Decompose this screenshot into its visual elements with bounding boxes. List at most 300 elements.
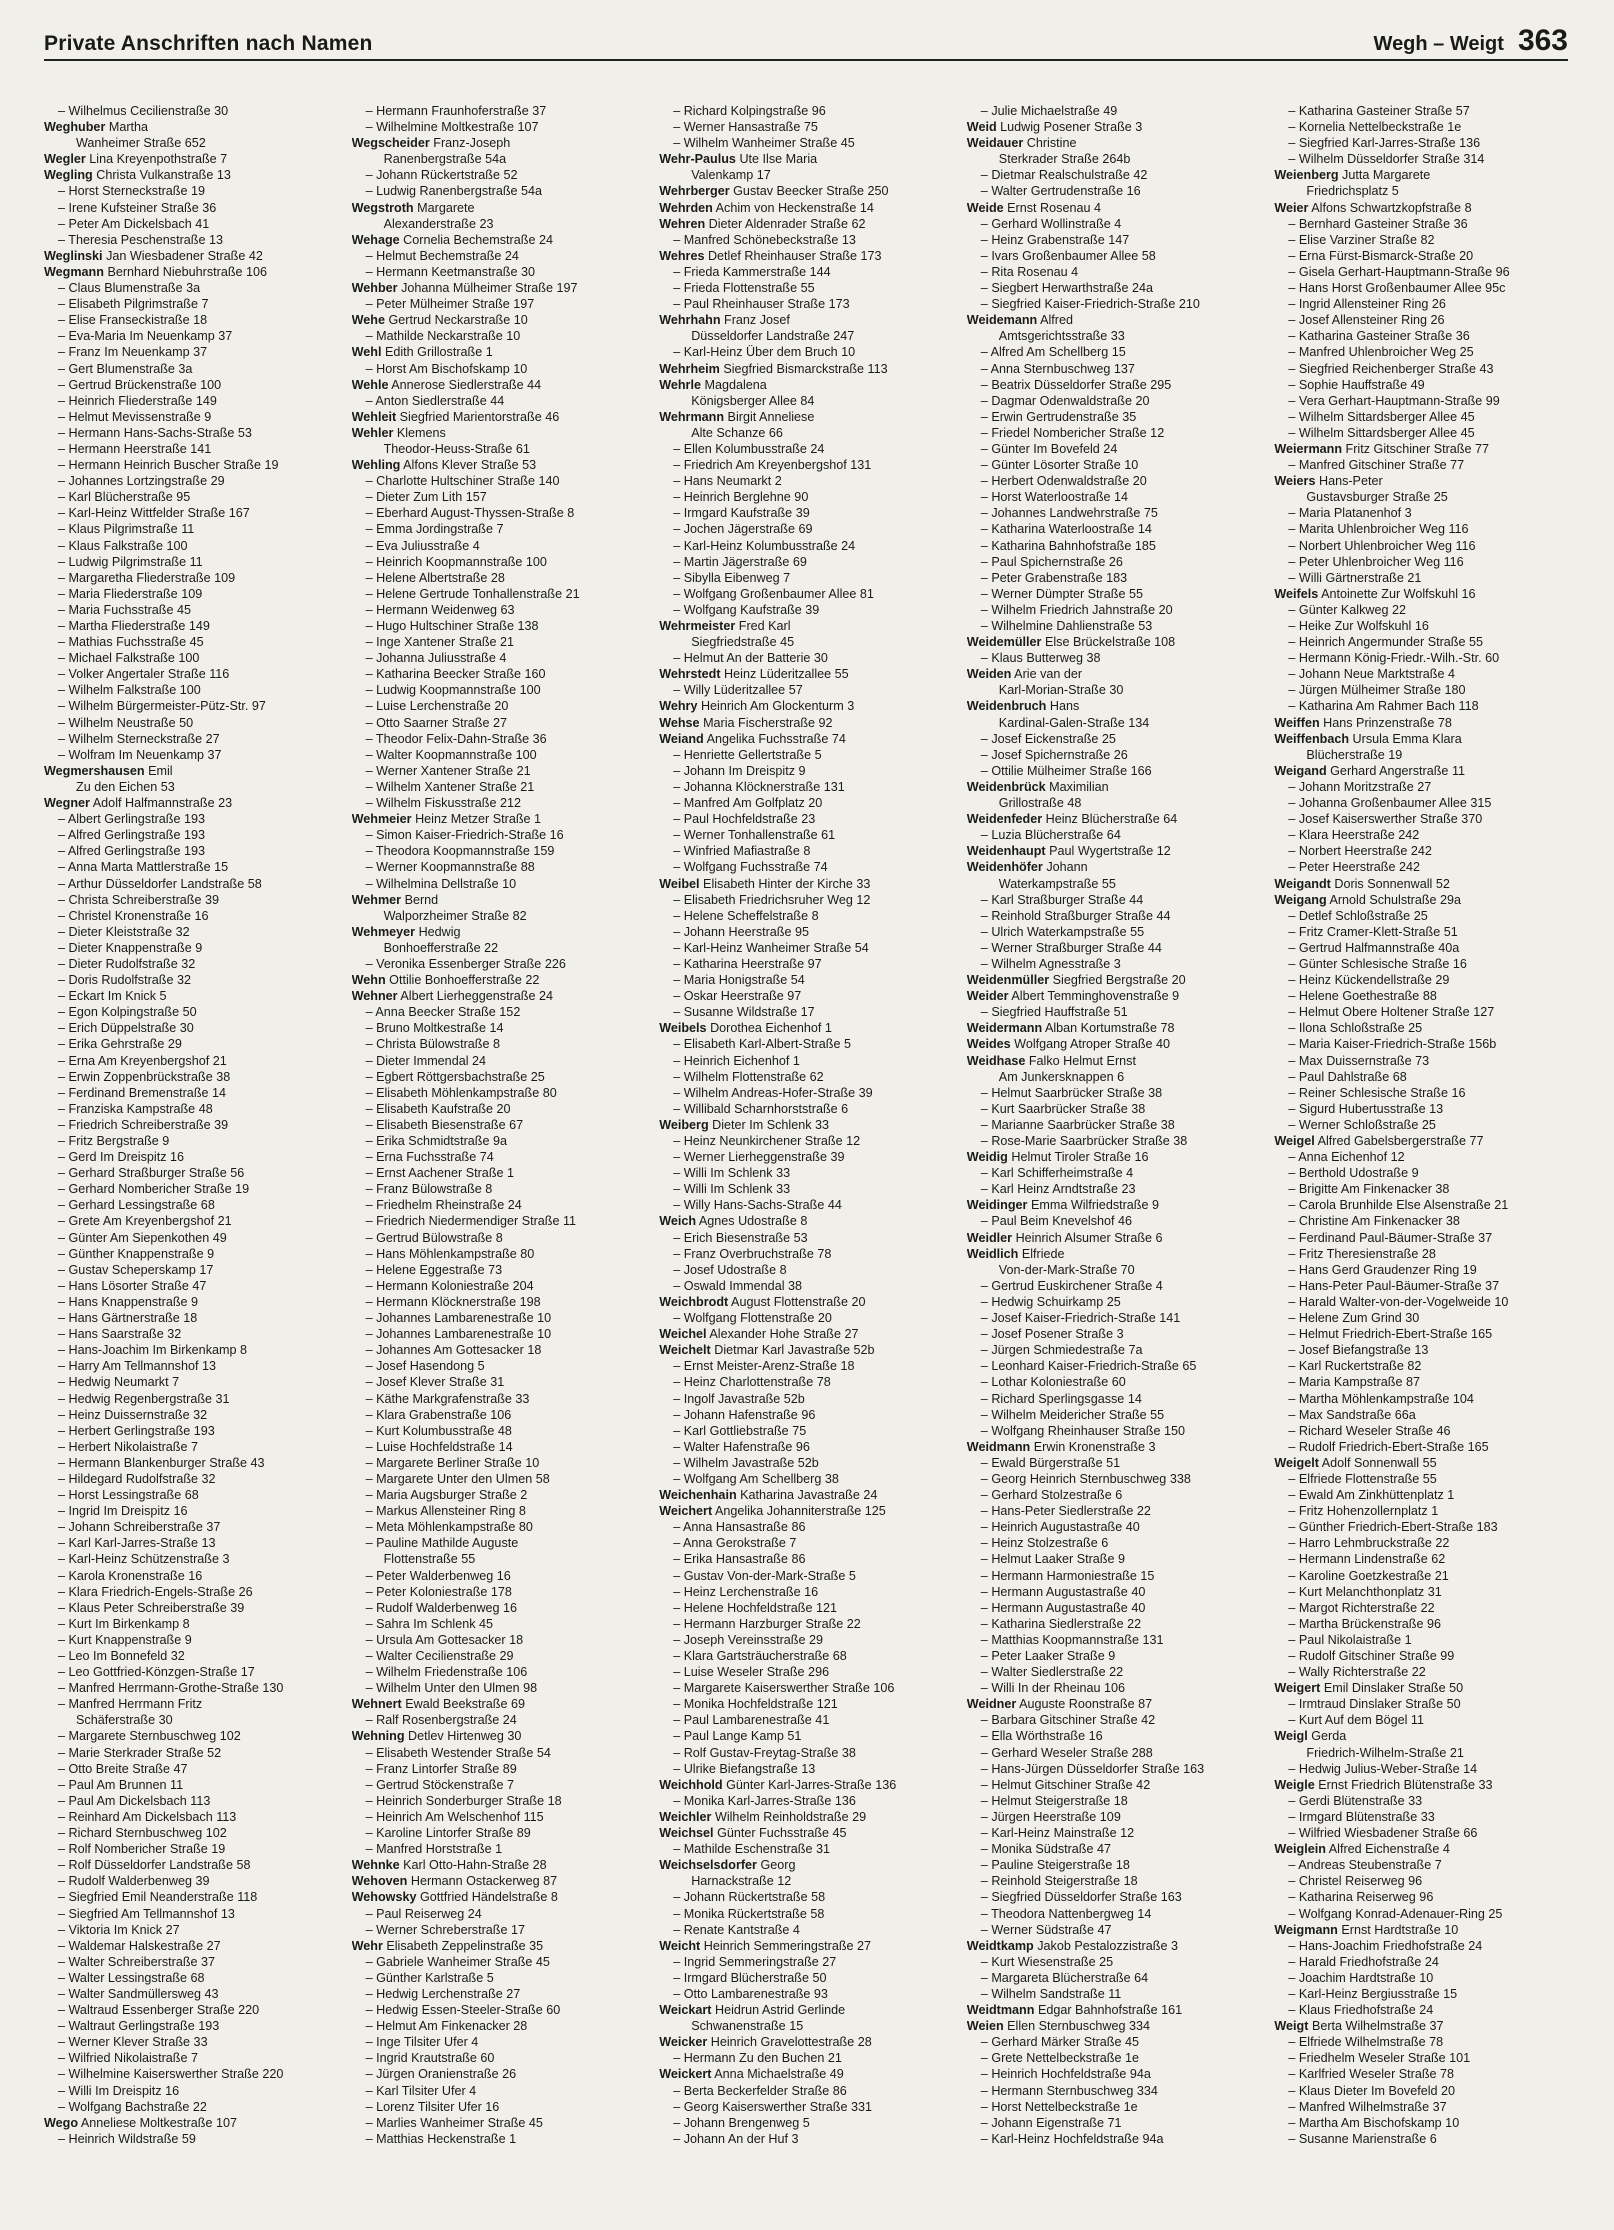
sub-entry: – Arthur Düsseldorfer Landstraße 58	[58, 876, 262, 891]
sub-entry: – Johanna Klöcknerstraße 131	[673, 779, 845, 794]
column-3	[659, 103, 953, 2147]
name-entry	[1274, 441, 1568, 457]
sub-entry: – Hermann Harmoniestraße 15	[980, 1568, 1155, 1583]
sub-entry: – Sophie Hauffstraße 49	[1288, 377, 1425, 392]
surname: Weich	[659, 1214, 697, 1229]
sub-entry: – Manfred Schönebeckstraße 13	[673, 232, 856, 247]
sub-entry: – Frieda Flottenstraße 55	[673, 281, 815, 296]
name-entry	[44, 795, 338, 811]
sub-entry: – Wilhelm Friedrich Jahnstraße 20	[980, 602, 1173, 617]
entry-text: Erna Fuchsstraße 74	[376, 1150, 494, 1165]
entry-text: Wilhelm Sterneckstraße 27	[68, 731, 220, 746]
entry-text: Karoline Goetzkestraße 21	[1298, 1568, 1449, 1583]
sub-entry: – Helene Goethestraße 88	[1288, 989, 1437, 1004]
sub-entry: – Maria Fuchsstraße 45	[58, 602, 191, 617]
sub-entry: – Friedrich Niedermendiger Straße 11	[365, 1214, 577, 1229]
sub-entry: – Wolfgang Konrad-Adenauer-Ring 25	[1288, 1906, 1503, 1921]
entry-text: Martha	[108, 120, 149, 135]
entry-text: Heinz Lerchenstraße 16	[683, 1584, 819, 1599]
entry-text: Klaus Dieter Im Bovefeld 20	[1298, 2083, 1456, 2098]
entry-text: Willi Im Schlenk 33	[683, 1182, 791, 1197]
entry-text: Anna Hansastraße 86	[683, 1520, 806, 1535]
sub-entry: – Oswald Immendal 38	[673, 1278, 802, 1293]
entry-text: Heinrich Sonderburger Straße 18	[376, 1793, 562, 1808]
sub-entry: – Max Duissernstraße 73	[1288, 1053, 1430, 1068]
entry-text: Falko Helmut Ernst	[1028, 1053, 1136, 1068]
entry-text: Hans-Jürgen Düsseldorfer Straße 163	[991, 1761, 1205, 1776]
name-entry	[967, 2002, 1261, 2018]
sub-entry: – Günter Lösorter Straße 10	[980, 458, 1139, 473]
surname: Weidenfeder	[966, 812, 1043, 827]
sub-entry: – Sigurd Hubertusstraße 13	[1288, 1101, 1444, 1116]
entry-text: Magdalena	[704, 377, 767, 392]
sub-entry: – Josef Biefangstraße 13	[1288, 1343, 1429, 1358]
entry-text: Emma Jordingstraße 7	[376, 522, 504, 537]
sub-entry: – Paul Am Brunnen 11	[58, 1777, 184, 1792]
surname: Weickart	[659, 2003, 712, 2018]
entry-text: Egbert Röttgersbachstraße 25	[376, 1069, 545, 1084]
entry-text: Ernst Aachener Straße 1	[376, 1166, 515, 1181]
entry-text: Margarete Unter den Ulmen 58	[376, 1471, 550, 1486]
entry-text: Johann Heerstraße 95	[683, 924, 810, 939]
entry-text: Werner Xantener Straße 21	[376, 763, 531, 778]
entry-text: Gisela Gerhart-Hauptmann-Straße 96	[1298, 264, 1510, 279]
entry-text: Anna Eichenhof 12	[1298, 1150, 1405, 1165]
entry-text: Friedrichsplatz 5	[1306, 184, 1399, 199]
surname: Wehling	[351, 458, 401, 473]
entry-text: Walter Siedlerstraße 22	[991, 1665, 1124, 1680]
entry-text: Elise Varziner Straße 82	[1298, 232, 1435, 247]
surname: Weidenhaupt	[966, 844, 1046, 859]
sub-entry: – Johannes Lambarenestraße 10	[365, 1311, 552, 1326]
sub-entry: – Walter Lessingstraße 68	[58, 1970, 205, 1985]
sub-entry: – Karl-Heinz Wanheimer Straße 54	[673, 940, 869, 955]
entry-text: Heinrich Fliederstraße 149	[68, 393, 217, 408]
entry-text: Wilhelmine Moltkestraße 107	[376, 120, 539, 135]
sub-entry: – Elisabeth Westender Straße 54	[365, 1745, 551, 1760]
entry-text: Hans	[1049, 699, 1080, 714]
entry-text: Karl-Heinz Bergiusstraße 15	[1298, 1986, 1458, 2001]
surname: Weghuber	[44, 120, 106, 135]
name-entry	[967, 1053, 1261, 1069]
sub-entry: – Paul Lange Kamp 51	[673, 1729, 802, 1744]
sub-entry: – Wilhelm Sittardsberger Allee 45	[1288, 425, 1475, 440]
entry-text: Helmut Am Finkenacker 28	[376, 2019, 528, 2034]
sub-entry: – Wilhelm Sterneckstraße 27	[58, 731, 220, 746]
entry-text: Arthur Düsseldorfer Landstraße 58	[67, 876, 262, 891]
entry-text: Adolf Halfmannstraße 23	[92, 796, 233, 811]
surname: Weidenhöfer	[966, 860, 1043, 875]
entry-text: Paul Beim Knevelshof 46	[991, 1214, 1133, 1229]
surname: Wehr	[351, 1938, 383, 1953]
entry-text: Helmut Friedrich-Ebert-Straße 165	[1298, 1327, 1493, 1342]
entry-text: Josef Eickenstraße 25	[991, 731, 1116, 746]
name-entry	[1274, 1680, 1568, 1696]
entry-text: Siegfriedstraße 45	[691, 635, 795, 650]
entry-text: Franz Josef	[724, 313, 790, 328]
entry-text: Susanne Wildstraße 17	[683, 1005, 815, 1020]
entry-text: Günther Knappenstraße 9	[68, 1246, 215, 1261]
entry-text: Kurt Saarbrücker Straße 38	[991, 1101, 1146, 1116]
entry-text: Gertrud Euskirchener Straße 4	[991, 1278, 1163, 1293]
sub-entry: – Werner Klever Straße 33	[58, 2035, 208, 2050]
entry-text: Peter Heerstraße 242	[1298, 860, 1421, 875]
sub-entry: – Johann An der Huf 3	[673, 2131, 799, 2146]
sub-entry: – Heinrich Am Welschenhof 115	[365, 1809, 544, 1824]
surname: Weidhase	[966, 1053, 1026, 1068]
entry-text: Heinrich Koopmannstraße 100	[376, 554, 547, 569]
entry-text: Eva Juliusstraße 4	[376, 538, 480, 553]
sub-entry: – Anna Beecker Straße 152	[365, 1005, 521, 1020]
entry-text: Emma Wilfriedstraße 9	[1030, 1198, 1160, 1213]
entry-text: Siegfried Hauffstraße 51	[991, 1005, 1128, 1020]
entry-text: Margot Richterstraße 22	[1298, 1600, 1435, 1615]
sub-entry: – Simon Kaiser-Friedrich-Straße 16	[365, 828, 564, 843]
sub-entry: – Ellen Kolumbusstraße 24	[673, 441, 825, 456]
entry-text: Jutta Margarete	[1342, 168, 1431, 183]
name-entry	[659, 666, 953, 682]
name-range: Wegh – Weigt	[1373, 33, 1504, 55]
sub-entry: – Richard Kolpingstraße 96	[673, 104, 826, 118]
entry-text: Helmut Bechemstraße 24	[376, 248, 519, 263]
surname: Weichselsdorfer	[659, 1858, 757, 1873]
entry-text: Paul Dahlstraße 68	[1298, 1069, 1407, 1084]
surname: Weidmann	[966, 1439, 1031, 1454]
entry-text: Heinz Grabenstraße 147	[991, 232, 1130, 247]
entry-text: Karl Gottliebstraße 75	[683, 1423, 807, 1438]
entry-text: Kardinal-Galen-Straße 134	[998, 715, 1150, 730]
surname: Wehrden	[659, 200, 713, 215]
sub-entry: – Kurt Auf dem Bögel 11	[1288, 1713, 1424, 1728]
entry-text: Günther Karlstraße 5	[376, 1970, 494, 1985]
entry-text: Claus Blumenstraße 3a	[68, 281, 201, 296]
entry-text: Hans-Joachim Im Birkenkamp 8	[68, 1343, 247, 1358]
sub-entry: – Henriette Gellertstraße 5	[673, 747, 822, 762]
sub-entry: – Siegfried Emil Neanderstraße 118	[58, 1890, 258, 1905]
sub-entry: – Jürgen Oranienstraße 26	[365, 2067, 517, 2082]
entry-text: Helene Scheffelstraße 8	[683, 908, 819, 923]
sub-entry: – Dietmar Realschulstraße 42	[980, 168, 1148, 183]
entry-text: Willy Lüderitzallee 57	[683, 683, 803, 698]
entry-text: Irmgard Kaufstraße 39	[683, 506, 810, 521]
entry-text: Günter Im Bovefeld 24	[991, 441, 1118, 456]
entry-text: Eva-Maria Im Neuenkamp 37	[68, 329, 233, 344]
sub-entry: – Karl Blücherstraße 95	[58, 490, 191, 505]
sub-entry: – Irmgard Blücherstraße 50	[673, 1970, 827, 1985]
sub-entry: – Maria Fliederstraße 109	[58, 586, 203, 601]
sub-entry: – Johann Im Dreispitz 9	[673, 763, 806, 778]
sub-entry: – Martin Jägerstraße 69	[673, 554, 807, 569]
surname: Weiffenbach	[1274, 731, 1350, 746]
entry-text: Gerd Im Dreispitz 16	[68, 1150, 184, 1165]
sub-entry: – Paul Beim Knevelshof 46	[980, 1214, 1133, 1229]
sub-entry: – Johann Rückertstraße 58	[673, 1890, 826, 1905]
sub-entry: – Claus Blumenstraße 3a	[58, 281, 201, 296]
entry-text: Michael Falkstraße 100	[68, 651, 200, 666]
name-entry	[967, 1036, 1261, 1052]
entry-text: Katharina Siedlerstraße 22	[991, 1616, 1142, 1631]
entry-text: Wilfried Nikolaistraße 7	[68, 2051, 198, 2066]
entry-text: Ilona Schloßstraße 25	[1298, 1021, 1423, 1036]
sub-entry: – Joseph Vereinsstraße 29	[673, 1632, 824, 1647]
sub-entry: – Heinrich Fliederstraße 149	[58, 393, 217, 408]
sub-entry: – Kurt Im Birkenkamp 8	[58, 1616, 190, 1631]
sub-entry: – Erna Am Kreyenbergshof 21	[58, 1053, 227, 1068]
entry-text: Johann Hafenstraße 96	[683, 1407, 816, 1422]
entry-text: Hermann Ostackerweg 87	[410, 1874, 558, 1889]
entry-text: Gerhard Weseler Straße 288	[991, 1745, 1153, 1760]
sub-entry: – Harald Friedhofstraße 24	[1288, 1954, 1439, 1969]
sub-entry: – Werner Straßburger Straße 44	[980, 940, 1162, 955]
name-entry	[1274, 1922, 1568, 1938]
entry-text: Hans Gärtnerstraße 18	[68, 1311, 198, 1326]
entry-text: Heinrich Berglehne 90	[683, 490, 809, 505]
name-entry	[659, 731, 953, 747]
entry-text: Sahra Im Schlenk 45	[376, 1616, 494, 1631]
name-entry	[659, 876, 953, 892]
sub-entry: – Richard Weseler Straße 46	[1288, 1423, 1451, 1438]
entry-text: Ottilie Mülheimer Straße 166	[991, 763, 1152, 778]
entry-text: Grete Nettelbeckstraße 1e	[991, 2051, 1140, 2066]
entry-text: Lorenz Tilsiter Ufer 16	[376, 2099, 500, 2114]
sub-entry: – Paul Am Dickelsbach 113	[58, 1793, 211, 1808]
sub-entry: – Wilhelm Meidericher Straße 55	[980, 1407, 1165, 1422]
entry-text: Anna Gerokstraße 7	[683, 1536, 797, 1551]
sub-entry: – Elisabeth Pilgrimstraße 7	[58, 297, 209, 312]
name-entry	[1274, 1455, 1568, 1471]
sub-entry: – Gertrud Bülowstraße 8	[365, 1230, 503, 1245]
entry-text: Heinrich Hochfeldstraße 94a	[991, 2067, 1151, 2082]
sub-entry: – Wilhelm Wanheimer Straße 45	[673, 136, 855, 151]
entry-text: Karl Karl-Jarres-Straße 13	[68, 1536, 216, 1551]
surname: Weibel	[659, 876, 700, 891]
name-entry	[1274, 715, 1568, 731]
entry-text: Gabriele Wanheimer Straße 45	[376, 1954, 550, 1969]
sub-entry: – Karl-Heinz Bergiusstraße 15	[1288, 1986, 1458, 2001]
surname: Wehleit	[351, 409, 397, 424]
sub-entry: – Hans Knappenstraße 9	[58, 1294, 199, 1309]
sub-entry: – Wolfgang Rheinhauser Straße 150	[980, 1423, 1186, 1438]
surname: Weidler	[966, 1230, 1013, 1245]
entry-text: Walter Koopmannstraße 100	[376, 747, 537, 762]
sub-entry: – Elisabeth Friedrichsruher Weg 12	[673, 892, 871, 907]
entry-text: Ranenbergstraße 54a	[383, 152, 507, 167]
entry-text: Wilhelm Javastraße 52b	[683, 1455, 819, 1470]
name-entry	[967, 859, 1261, 875]
address-continuation	[44, 1712, 338, 1728]
sub-entry: – Wilhelmine Moltkestraße 107	[365, 120, 539, 135]
entry-text: Monika Südstraße 47	[991, 1842, 1112, 1857]
sub-entry: – Waldemar Halskestraße 27	[58, 1938, 221, 1953]
sub-entry: – Josef Klever Straße 31	[365, 1375, 505, 1390]
sub-entry: – Marlies Wanheimer Straße 45	[365, 2115, 543, 2130]
entry-text: Horst Am Bischofskamp 10	[376, 361, 528, 376]
sub-entry: – Gerhard Stolzestraße 6	[980, 1488, 1123, 1503]
entry-text: Franziska Kampstraße 48	[68, 1101, 213, 1116]
name-entry	[659, 1487, 953, 1503]
sub-entry: – Matthias Koopmannstraße 131	[980, 1632, 1164, 1647]
sub-entry: – Wilhelm Flottenstraße 62	[673, 1069, 824, 1084]
entry-text: Johann Rückertstraße 58	[683, 1890, 826, 1905]
entry-text: Katharina Gasteiner Straße 57	[1298, 104, 1470, 118]
entry-text: Josef Spichernstraße 26	[991, 747, 1128, 762]
sub-entry: – Anna Eichenhof 12	[1288, 1150, 1405, 1165]
name-entry	[659, 361, 953, 377]
surname: Wehner	[351, 989, 398, 1004]
sub-entry: – Willibald Scharnhorststraße 6	[673, 1101, 849, 1116]
entry-text: Karl Heinz Arndtstraße 23	[991, 1182, 1136, 1197]
entry-text: Friedrich Schreiberstraße 39	[68, 1117, 229, 1132]
entry-text: Theodora Nattenbergweg 14	[991, 1906, 1152, 1921]
entry-text: Martin Jägerstraße 69	[683, 554, 807, 569]
surname: Wehowsky	[351, 1890, 417, 1905]
entry-text: Valenkamp 17	[691, 168, 771, 183]
sub-entry: – Karola Kronenstraße 16	[58, 1568, 203, 1583]
entry-text: Elise Franseckistraße 18	[68, 313, 208, 328]
sub-entry: – Ewald Bürgerstraße 51	[980, 1455, 1121, 1470]
sub-entry: – Alfred Gerlingstraße 193	[58, 828, 206, 843]
entry-text: Susanne Marienstraße 6	[1298, 2131, 1437, 2146]
sub-entry: – Wilfried Nikolaistraße 7	[58, 2051, 198, 2066]
entry-text: Karl-Heinz Schützenstraße 3	[68, 1552, 230, 1567]
entry-text: Ursula Emma Klara	[1352, 731, 1462, 746]
sub-entry: – Karl-Heinz Mainstraße 12	[980, 1826, 1135, 1841]
surname: Wehren	[659, 216, 706, 231]
surname: Wehrheim	[659, 361, 720, 376]
entry-text: Heinrich Gravelottestraße 28	[710, 2035, 872, 2050]
sub-entry: – Renate Kantstraße 4	[673, 1922, 800, 1937]
sub-entry: – Gertrud Stöckenstraße 7	[365, 1777, 515, 1792]
sub-entry: – Hans-Jürgen Düsseldorfer Straße 163	[980, 1761, 1205, 1776]
entry-text: Oskar Heerstraße 97	[683, 989, 802, 1004]
surname: Wehr-Paulus	[659, 152, 736, 167]
name-entry	[1274, 763, 1568, 779]
sub-entry: – Josef Kaiserswerther Straße 370	[1288, 812, 1483, 827]
entry-text: Heidrun Astrid Gerlinde	[714, 2003, 846, 2018]
entry-text: Horst Sterneckstraße 19	[68, 184, 205, 199]
entry-text: Helene Eggestraße 73	[376, 1262, 503, 1277]
sub-entry: – Heinrich Sonderburger Straße 18	[365, 1793, 562, 1808]
sub-entry: – Susanne Wildstraße 17	[673, 1005, 815, 1020]
entry-text: Blücherstraße 19	[1306, 747, 1403, 762]
sub-entry: – Peter Uhlenbroicher Weg 116	[1288, 554, 1464, 569]
entry-text: Karl-Heinz Wittfelder Straße 167	[68, 506, 250, 521]
entry-text: Wilhelm Reinholdstraße 29	[714, 1809, 867, 1824]
name-entry	[659, 698, 953, 714]
name-entry	[1274, 1841, 1568, 1857]
sub-entry: – Johann Hafenstraße 96	[673, 1407, 816, 1422]
sub-entry: – Helmut Steigerstraße 18	[980, 1793, 1128, 1808]
name-entry	[352, 312, 646, 328]
entry-text: Maria Fliederstraße 109	[68, 586, 203, 601]
sub-entry: – Reinhard Am Dickelsbach 113	[58, 1809, 237, 1824]
entry-text: Friedrich Niedermendiger Straße 11	[376, 1214, 577, 1229]
entry-text: Siegfried Marientorstraße 46	[399, 409, 560, 424]
sub-entry: – Theodora Nattenbergweg 14	[980, 1906, 1152, 1921]
surname: Weickert	[659, 2067, 712, 2082]
sub-entry: – Susanne Marienstraße 6	[1288, 2131, 1437, 2146]
entry-text: Egon Kolpingstraße 50	[68, 1005, 197, 1020]
entry-text: Wilhelm Meidericher Straße 55	[991, 1407, 1165, 1422]
entry-text: Johann Neue Marktstraße 4	[1298, 667, 1456, 682]
entry-text: Johanna Juliusstraße 4	[376, 651, 507, 666]
entry-text: Karl-Heinz Hochfeldstraße 94a	[991, 2131, 1164, 2146]
entry-text: Marlies Wanheimer Straße 45	[376, 2115, 543, 2130]
entry-text: Ingrid Im Dreispitz 16	[68, 1504, 188, 1519]
entry-text: Erwin Gertrudenstraße 35	[991, 409, 1137, 424]
sub-entry: – Rudolf Friedrich-Ebert-Straße 165	[1288, 1439, 1489, 1454]
surname: Wehnke	[351, 1858, 400, 1873]
entry-text: Christa Vulkanstraße 13	[96, 168, 231, 183]
entry-text: Birgit Anneliese	[727, 409, 815, 424]
sub-entry: – Wilhelm Düsseldorfer Straße 314	[1288, 152, 1485, 167]
entry-text: Walter Gertrudenstraße 16	[991, 184, 1141, 199]
sub-entry: – Helmut Friedrich-Ebert-Straße 165	[1288, 1327, 1493, 1342]
sub-entry: – Monika Südstraße 47	[980, 1842, 1112, 1857]
sub-entry: – Anna Gerokstraße 7	[673, 1536, 797, 1551]
surname: Wehrmeister	[659, 619, 736, 633]
name-entry	[659, 1294, 953, 1310]
entry-text: Albert Gerlingstraße 193	[67, 812, 206, 827]
header-right	[1374, 26, 1568, 56]
sub-entry: – Gerhard Weseler Straße 288	[980, 1745, 1153, 1760]
entry-text: Josef Posener Straße 3	[991, 1327, 1124, 1342]
entry-text: Marita Uhlenbroicher Weg 116	[1298, 522, 1469, 537]
entry-text: Wolfgang Am Schellberg 38	[683, 1471, 839, 1486]
entry-text: Mathias Fuchsstraße 45	[68, 635, 204, 650]
name-entry	[352, 972, 646, 988]
entry-text: Johannes Landwehrstraße 75	[991, 506, 1158, 521]
sub-entry: – Ludwig Pilgrimstraße 11	[58, 554, 203, 569]
sub-entry: – Günther Friedrich-Ebert-Straße 183	[1288, 1520, 1498, 1535]
name-entry	[352, 457, 646, 473]
entry-text: Heinrich Eichenhof 1	[683, 1053, 800, 1068]
sub-entry: – Peter Heerstraße 242	[1288, 860, 1421, 875]
sub-entry: – Gerhard Märker Straße 45	[980, 2035, 1139, 2050]
entry-text: Alexanderstraße 23	[383, 216, 494, 231]
entry-text: Werner Straßburger Straße 44	[991, 940, 1162, 955]
entry-text: Auguste Roonstraße 87	[1019, 1697, 1153, 1712]
entry-text: Hans Lösorter Straße 47	[68, 1278, 207, 1293]
sub-entry: – Ulrich Waterkampstraße 55	[980, 924, 1145, 939]
entry-text: Katharina Reiserweg 96	[1298, 1890, 1434, 1905]
sub-entry: – Manfred Horststraße 1	[365, 1842, 503, 1857]
entry-text: Paul Wygertstraße 12	[1049, 844, 1171, 859]
entry-text: Luise Weseler Straße 296	[683, 1665, 830, 1680]
entry-text: Heinz Blücherstraße 64	[1045, 812, 1178, 827]
entry-text: Georg Kaiserswerther Straße 331	[683, 2099, 872, 2114]
sub-entry: – Manfred Am Golfplatz 20	[673, 796, 823, 811]
entry-text: Beatrix Düsseldorfer Straße 295	[991, 377, 1172, 392]
sub-entry: – Katharina Heerstraße 97	[673, 956, 822, 971]
entry-text: Paul Lange Kamp 51	[683, 1729, 802, 1744]
entry-text: Hedwig Essen-Steeler-Straße 60	[376, 2003, 561, 2018]
entry-text: Georg Heinrich Sternbuschweg 338	[991, 1471, 1191, 1486]
name-entry	[659, 1809, 953, 1825]
entry-text: Oswald Immendal 38	[683, 1278, 802, 1293]
entry-text: Theodora Koopmannstraße 159	[375, 844, 555, 859]
entry-text: Karl Straßburger Straße 44	[991, 892, 1144, 907]
entry-text: Hermann Blankenburger Straße 43	[68, 1455, 265, 1470]
entry-text: Johann Rückertstraße 52	[376, 168, 518, 183]
sub-entry: – Johann Brengenweg 5	[673, 2115, 810, 2130]
entry-text: Alban Kortumstraße 78	[1044, 1021, 1175, 1036]
name-entry	[44, 248, 338, 264]
sub-entry: – Berta Beckerfelder Straße 86	[673, 2083, 847, 2098]
entry-text: Wolfgang Rheinhauser Straße 150	[991, 1423, 1186, 1438]
entry-text: Gertrud Stöckenstraße 7	[376, 1777, 515, 1792]
sub-entry: – Ralf Rosenbergstraße 24	[365, 1713, 517, 1728]
